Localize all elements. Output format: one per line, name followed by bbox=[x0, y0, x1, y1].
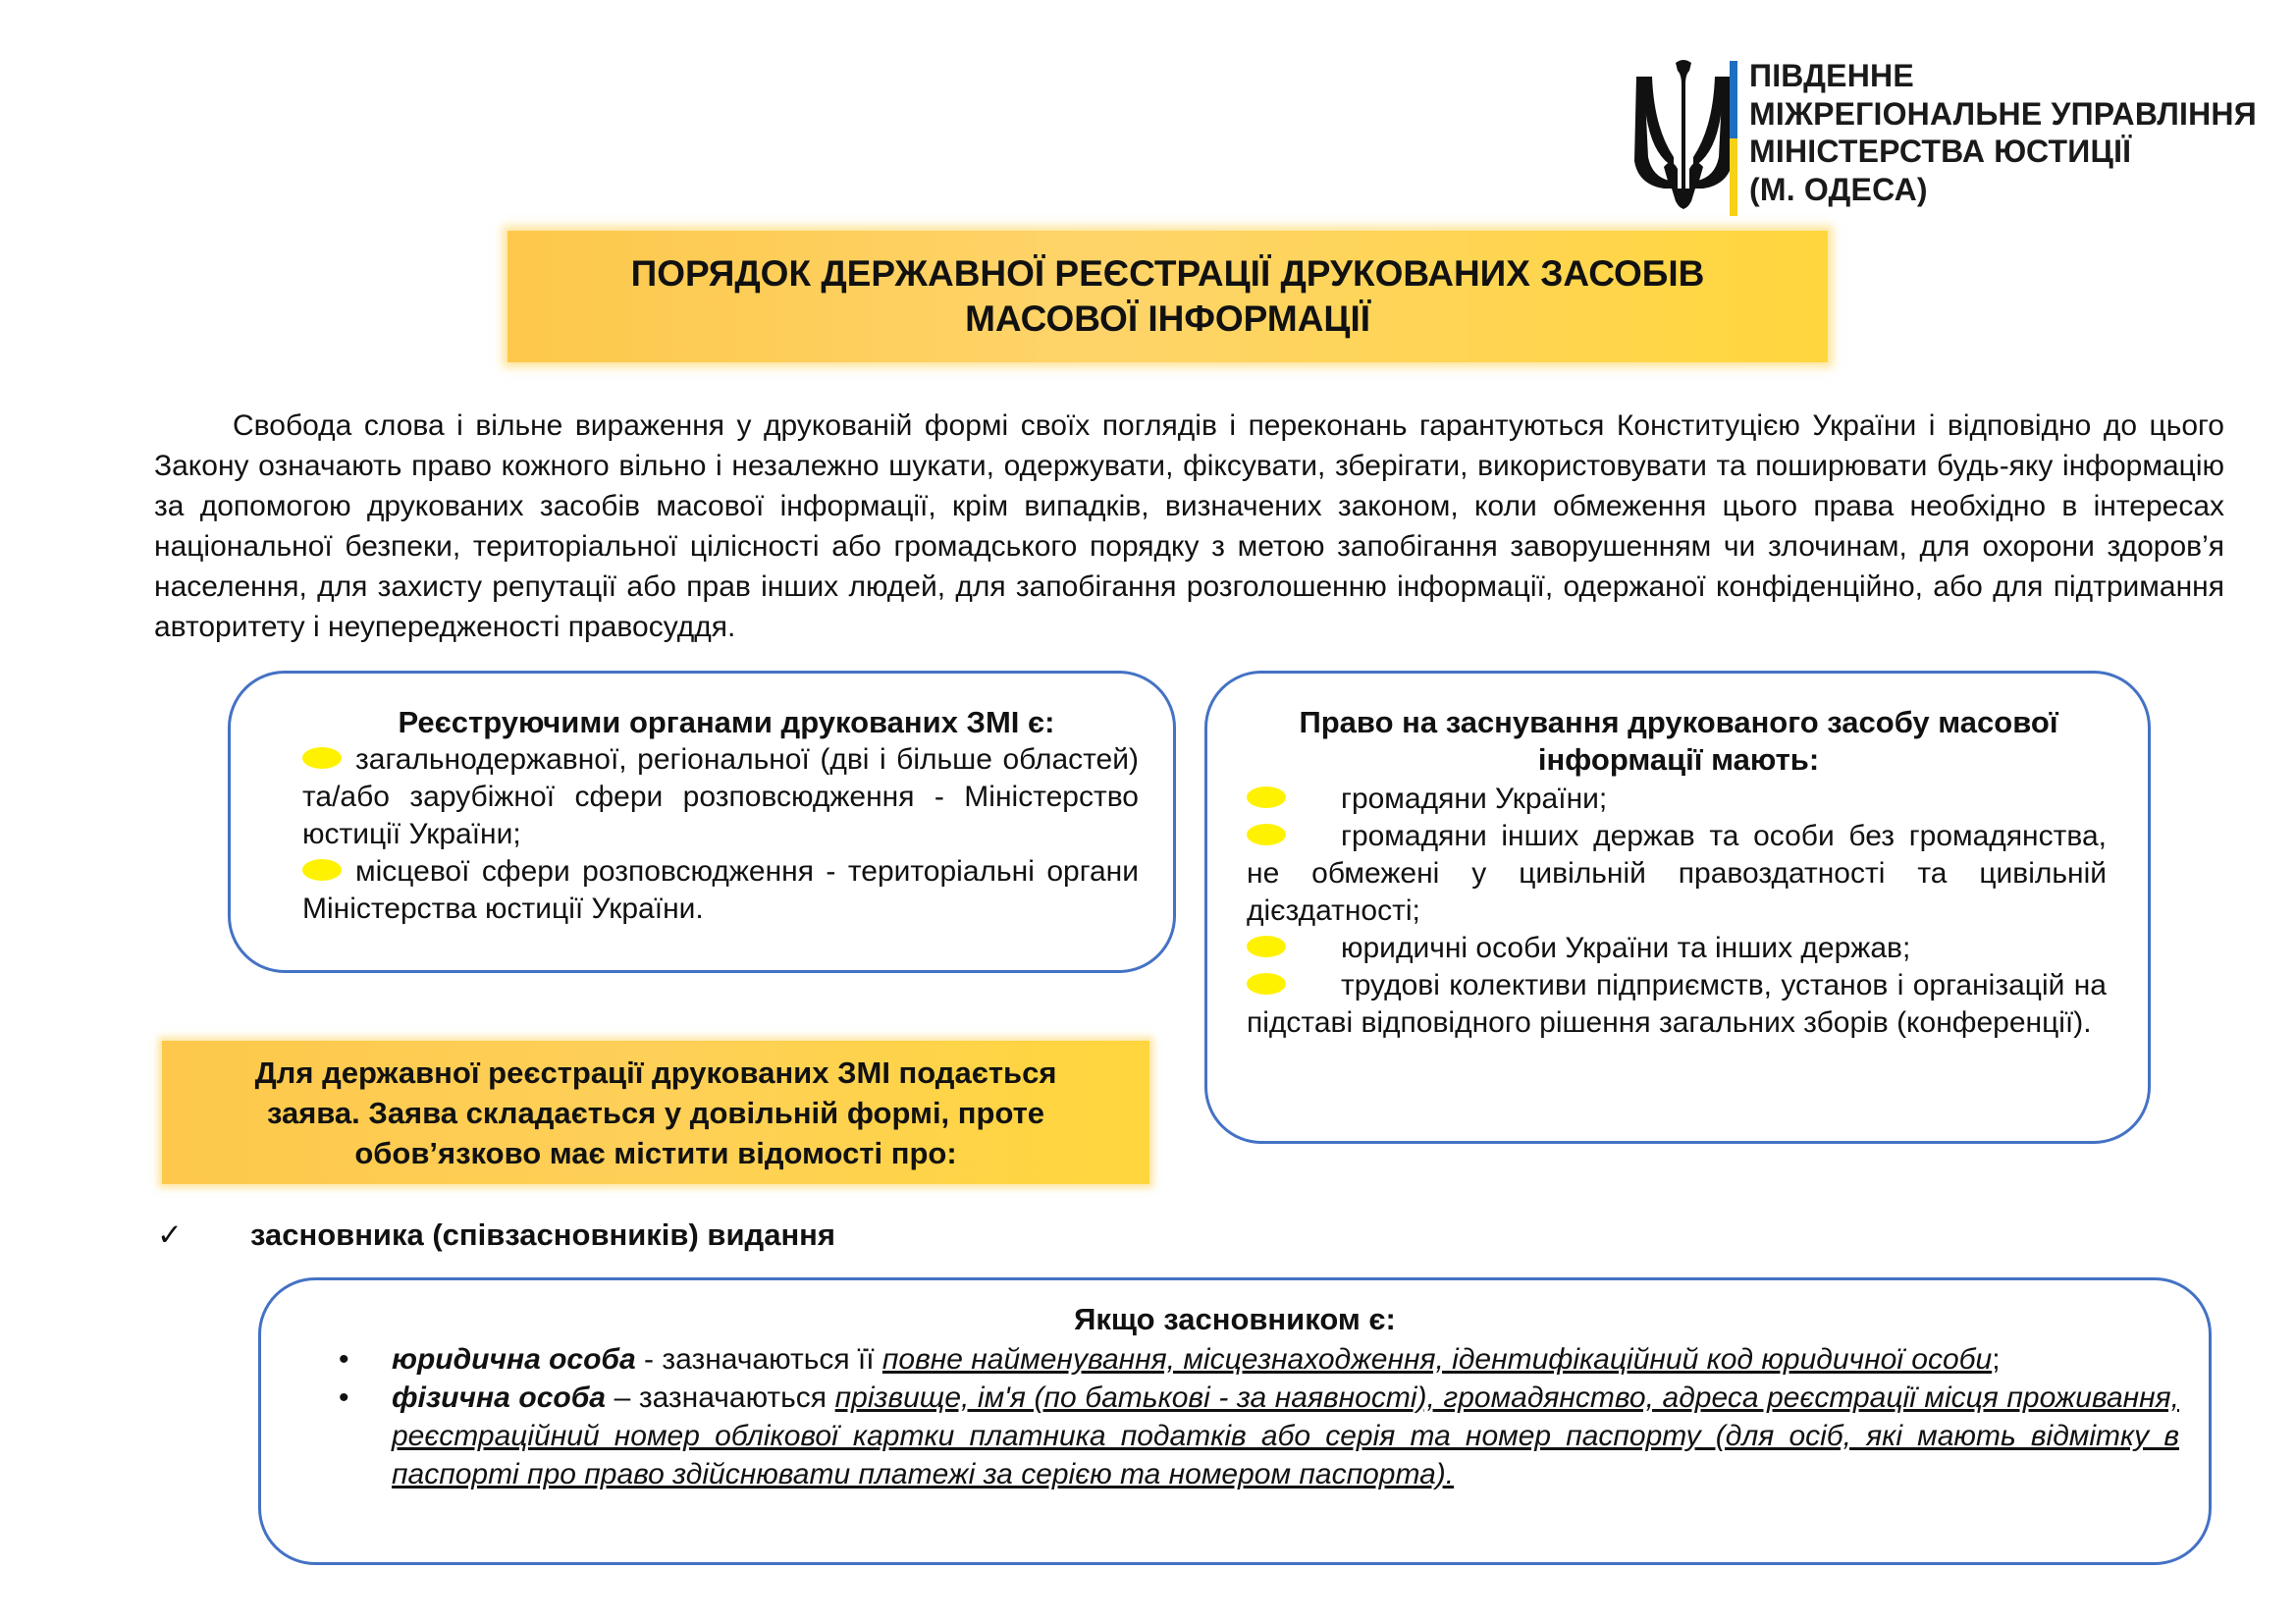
founder-box-heading: Якщо засновником є: bbox=[1074, 1302, 1396, 1336]
flag-yellow bbox=[1730, 138, 1737, 216]
application-info-banner bbox=[162, 1041, 1149, 1184]
check-item-text: засновника (співзасновників) видання bbox=[250, 1218, 835, 1252]
natural-person-term: фізична особа bbox=[392, 1381, 606, 1414]
registering-bodies-list bbox=[302, 741, 1139, 928]
banner-line-1: Для державної реєстрації друкованих ЗМІ подається bbox=[254, 1055, 1057, 1090]
banner-line-2: заява. Заява складається у довільній формі, проте bbox=[266, 1095, 1045, 1130]
organization-name bbox=[1749, 57, 2257, 208]
bullet-icon: • bbox=[339, 1343, 349, 1376]
list-item-text: громадяни України; bbox=[1341, 783, 1608, 815]
legal-entity-details: повне найменування, місцезнаходження, ідентифікаційний код юридичної особи bbox=[881, 1343, 1993, 1376]
list-item-legal-entity bbox=[339, 1340, 2179, 1379]
natural-person-sep: – зазначаються bbox=[605, 1381, 835, 1414]
list-item-text: місцевої сфери розповсюдження - територіальні органи Міністерства юстиції України. bbox=[302, 855, 1139, 925]
founding-right-heading: Право на заснування друкованого засобу масової інформації мають: bbox=[1299, 705, 2058, 777]
flag-blue bbox=[1730, 61, 1737, 138]
title-line-2: МАСОВОЇ ІНФОРМАЦІЇ bbox=[965, 298, 1370, 339]
list-item-natural-person bbox=[339, 1379, 2179, 1493]
org-line-1: ПІВДЕННЕ bbox=[1749, 58, 1914, 93]
banner-line-3: обов’язково має містити відомості про: bbox=[354, 1135, 957, 1170]
list-item bbox=[302, 853, 1139, 928]
list-item-text: трудові колективи підприємств, установ і організацій на підставі відповідного рішення загальних зборів (конференції). bbox=[1247, 969, 2107, 1039]
title-line-1: ПОРЯДОК ДЕРЖАВНОЇ РЕЄСТРАЦІЇ ДРУКОВАНИХ ЗАСОБІВ bbox=[630, 253, 1705, 294]
checkmark-icon: ✓ bbox=[157, 1218, 183, 1252]
list-item bbox=[302, 741, 1139, 853]
legal-entity-end: ; bbox=[1992, 1343, 2001, 1376]
yellow-bullet-icon bbox=[1247, 786, 1286, 808]
list-item bbox=[1247, 818, 2107, 930]
trident-emblem-icon bbox=[1625, 59, 1742, 216]
yellow-bullet-icon bbox=[1247, 973, 1286, 995]
legal-entity-term: юридична особа bbox=[392, 1343, 636, 1376]
founder-types-list bbox=[339, 1340, 2179, 1493]
org-line-3: МІНІСТЕРСТВА ЮСТИЦІЇ bbox=[1749, 134, 2132, 169]
bullet-icon: • bbox=[339, 1381, 349, 1414]
list-item bbox=[1247, 930, 2107, 967]
natural-person-details: прізвище, ім'я (по батькові - за наявності), громадянство, адреса реєстрації місця проживання, реєстраційний номер облікової картки платника податків або серія та номер паспорту (для осіб, які мають відмітку в паспорті про право здійснювати платежі за серією та номером паспорта). bbox=[392, 1381, 2180, 1490]
org-line-4: (М. ОДЕСА) bbox=[1749, 171, 1928, 207]
page-title bbox=[507, 231, 1828, 362]
founding-right-list bbox=[1247, 781, 2107, 1042]
registering-bodies-heading: Реєструючими органами друкованих ЗМІ є: bbox=[398, 705, 1055, 739]
org-line-2: МІЖРЕГІОНАЛЬНЕ УПРАВЛІННЯ bbox=[1749, 95, 2257, 132]
list-item bbox=[1247, 781, 2107, 818]
yellow-bullet-icon bbox=[1247, 936, 1286, 957]
list-item-text: громадяни інших держав та особи без громадянства, не обмежені у цивільній правоздатності та цивільній дієздатності; bbox=[1247, 820, 2107, 927]
list-item-text: загальнодержавної, регіональної (дві і більше областей) та/або зарубіжної сфери розповсюдження - Міністерство юстиції України; bbox=[302, 743, 1139, 850]
list-item-text: юридичні особи України та інших держав; bbox=[1341, 932, 1911, 964]
yellow-bullet-icon bbox=[302, 747, 342, 769]
list-item bbox=[1247, 967, 2107, 1042]
yellow-bullet-icon bbox=[1247, 824, 1286, 845]
founder-check-item bbox=[157, 1216, 835, 1255]
intro-paragraph: Свобода слова і вільне вираження у друкованій формі своїх поглядів і переконань гарантуються Конституцією України і відповідно до цього Закону означають право кожного вільно і незалежно шукати, одержувати, фіксувати, зберігати, використовувати та поширювати будь-яку інформацію за допомогою друкованих засобів масової інформації, крім випадків, визначених законом, коли обмеження цього права необхідно в інтересах національної безпеки, територіальної цілісності або громадського порядку з метою запобігання заворушенням чи злочинам, для охорони здоров’я населення, для захисту репутації або прав інших людей, для запобігання розголошенню інформації, одержаної конфіденційно, або для підтримання авторитету і неупередженості правосуддя. bbox=[154, 409, 2224, 643]
yellow-bullet-icon bbox=[302, 859, 342, 881]
legal-entity-sep: - зазначаються її bbox=[635, 1343, 882, 1376]
flag-bar bbox=[1730, 61, 1737, 216]
